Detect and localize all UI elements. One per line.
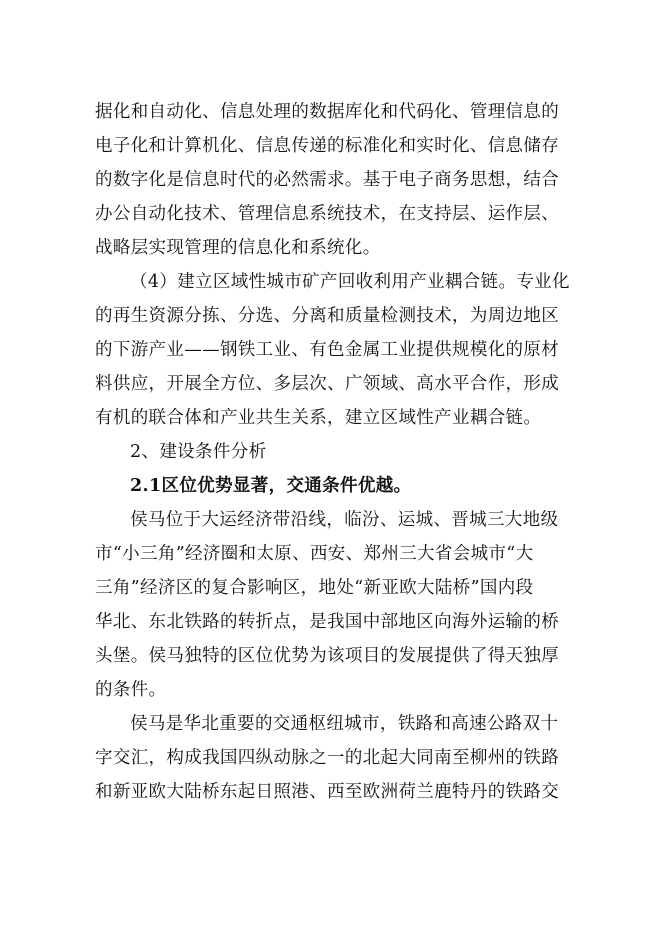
text-line: 字交汇，构成我国四纵动脉之一的北起大同南至柳州的铁路 xyxy=(95,748,560,768)
text-line: 和新亚欧大陆桥东起日照港、西至欧洲荷兰鹿特丹的铁路交 xyxy=(95,782,560,802)
text-line: 的条件。 xyxy=(95,680,167,700)
text-line: 的下游产业——钢铁工业、有色金属工业提供规模化的原材 xyxy=(95,340,560,360)
text-line: 的再生资源分拣、分选、分离和质量检测技术，为周边地区 xyxy=(95,306,560,326)
text-line: 战略层实现管理的信息化和系统化。 xyxy=(95,238,381,258)
paragraph-start-line: 侯马是华北重要的交通枢纽城市，铁路和高速公路双十 xyxy=(130,714,559,734)
text-line: 华北、东北铁路的转折点，是我国中部地区向海外运输的桥 xyxy=(95,612,560,632)
text-line: 办公自动化技术、管理信息系统技术，在支持层、运作层、 xyxy=(95,204,560,224)
section-heading: 2、建设条件分析 xyxy=(130,442,267,462)
text-line: 三角”经济区的复合影响区，地处“新亚欧大陆桥”国内段 xyxy=(95,578,534,598)
subsection-heading: 2.1区位优势显著，交通条件优越。 xyxy=(130,476,412,496)
text-line: 有机的联合体和产业共生关系，建立区域性产业耦合链。 xyxy=(95,408,542,428)
text-line: 市“小三角”经济圈和太原、西安、郑州三大省会城市“大 xyxy=(95,544,534,564)
text-line: 的数字化是信息时代的必然需求。基于电子商务思想，结合 xyxy=(95,170,560,190)
document-page xyxy=(95,95,570,809)
text-line: 据化和自动化、信息处理的数据库化和代码化、管理信息的 xyxy=(95,102,560,122)
paragraph-start-line: （4）建立区域性城市矿产回收利用产业耦合链。专业化 xyxy=(130,272,570,292)
text-line: 料供应，开展全方位、多层次、广领域、高水平合作，形成 xyxy=(95,374,560,394)
paragraph-start-line: 侯马位于大运经济带沿线，临汾、运城、晋城三大地级 xyxy=(130,510,559,530)
text-line: 电子化和计算机化、信息传递的标准化和实时化、信息储存 xyxy=(95,136,560,156)
text-line: 头堡。侯马独特的区位优势为该项目的发展提供了得天独厚 xyxy=(95,646,560,666)
